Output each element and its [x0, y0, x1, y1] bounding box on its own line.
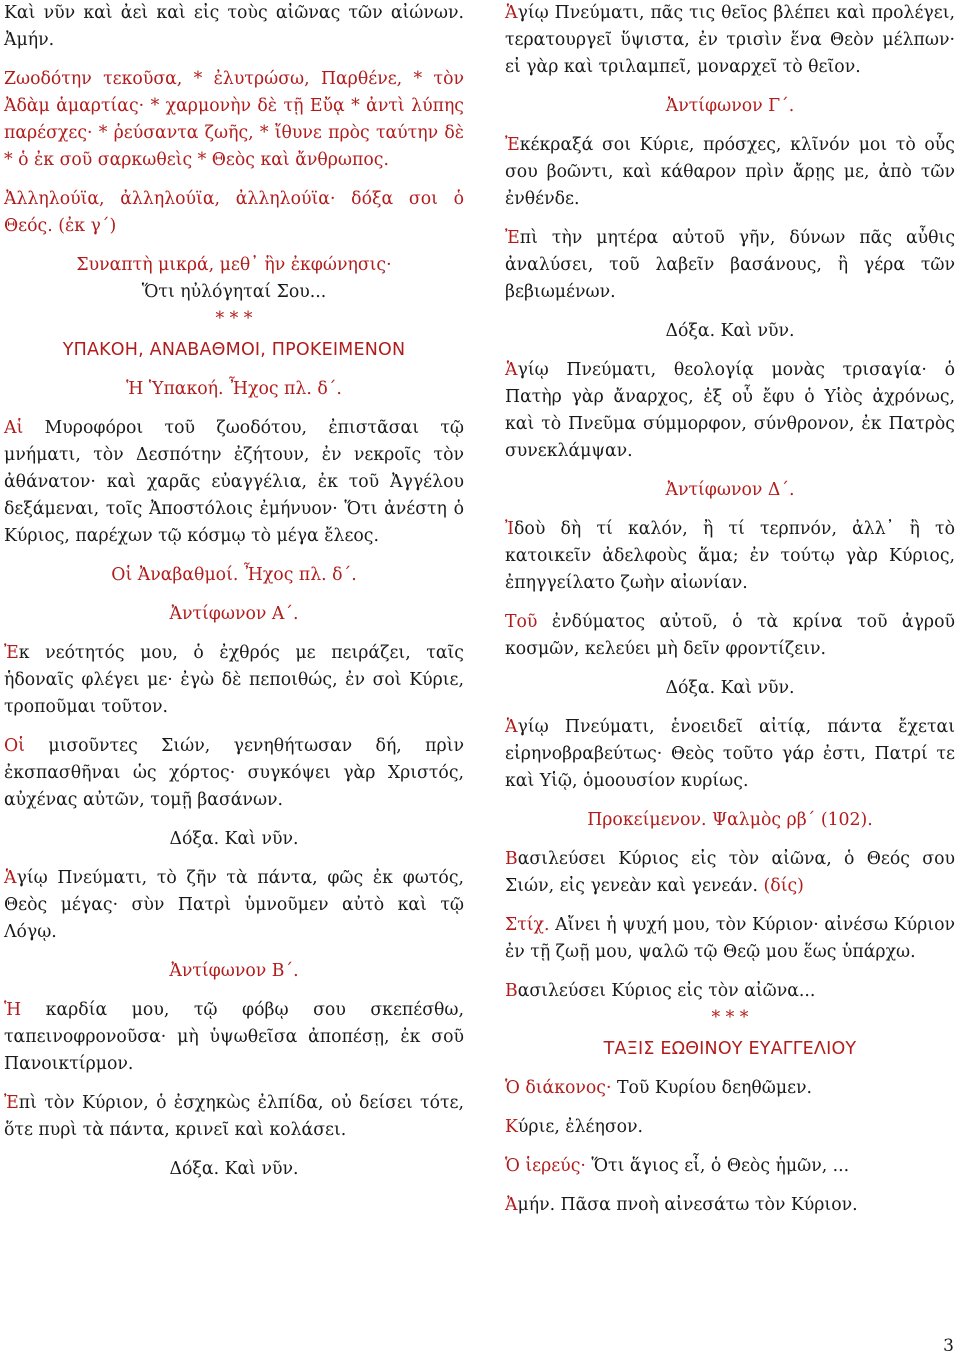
paragraph-antifonon-b-3: Ἁγίῳ Πνεύματι, πᾶς τις θεῖος βλέπει καὶ προλέγει, τερατουργεῖ ὕψιστα, ἐν τρισὶν ἕνα Θεὸν μέλπων· εἰ γὰρ καὶ τριλαμπεῖ, μοναρχεῖ τὸ θεῖον. [505, 3, 955, 77]
rubric-synapti: Συναπτὴ μικρά, μεθ᾽ ἣν ἐκφώνησις· [76, 255, 392, 275]
rubric-note: (δίς) [763, 876, 804, 896]
paragraph-antifonon-a-1: Ἐκ νεότητός μου, ὁ ἐχθρός με πειράζει, ταῖς ἡδοναῖς φλέγει με· ἐγὼ δὲ πεποιθώς, ἐν σοὶ Κύριε, τροποῦμαι τοῦτον. [4, 643, 464, 717]
paragraph-antifonon-a-2: Οἱ μισοῦντες Σιών, γενηθήτωσαν δή, πρὶν ἐκσπασθῆναι ὡς χόρτος· συγκόψει γὰρ Χριστός, αὐχένας αὐτῶν, τομῇ βασάνων. [4, 736, 464, 810]
paragraph-antifonon-d-3: Ἁγίῳ Πνεύματι, ἑνοειδεῖ αἰτίᾳ, πάντα ἔχεται εἰρηνοβραβεύτως· Θεὸς τοῦτο γάρ ἐστι, Πατρί τε καὶ Υἱῷ, ὁμοουσίον κυρίως. [505, 717, 955, 791]
right-column [505, 0, 955, 1231]
rubric-antifonon-a: Ἀντίφωνον Α´. [169, 604, 299, 624]
rubric-note: (ἐκ γ´) [58, 216, 117, 236]
rubric-antifonon-b: Ἀντίφωνον Β´. [169, 961, 299, 981]
rubric-anavathmoi: Οἱ Ἀναβαθμοί. Ἦχος πλ. δ´. [111, 565, 357, 585]
rubric-antifonon-g: Ἀντίφωνον Γ´. [665, 96, 795, 116]
paragraph-antifonon-g-1: Ἐκέκραξά σοι Κύριε, πρόσχες, κλῖνόν μοι τὸ οὖς σου βοῶντι, καὶ κάθαρον πρὶν ἄρῃς με, ἀπὸ τῶν ἐνθένδε. [505, 135, 955, 209]
paragraph-theotokion: Ζωοδότην τεκοῦσα, * ἐλυτρώσω, Παρθένε, * τὸν Ἀδὰμ ἁμαρτίας· * χαρμονὴν δὲ τῇ Εὔᾳ * ἀντὶ λύπης παρέσχες· * ῥεύσαντα ζωῆς, * ἴθυνε πρὸς ταύτην δὲ * ὁ ἐκ σοῦ σαρκωθεὶς * Θεὸς καὶ ἄνθρωπος. [4, 69, 464, 170]
paragraph-prokeimenon: Βασιλεύσει Κύριος εἰς τὸν αἰῶνα, ὁ Θεός σου Σιών, εἰς γενεὰν καὶ γενεάν. (δίς) [505, 849, 955, 896]
paragraph-doxology-end: Καὶ νῦν καὶ ἀεὶ καὶ εἰς τοὺς αἰῶνας τῶν αἰώνων. Ἀμήν. [4, 3, 464, 50]
paragraph-antifonon-g-3: Ἁγίῳ Πνεύματι, θεολογίᾳ μονὰς τρισαγία· ὁ Πατὴρ γὰρ ἄναρχος, ἐξ οὗ ἔφυ ὁ Υἱὸς ἀχρόνως, καὶ τὸ Πνεῦμα σύμμορφον, σύνθρονον, ἐκ Πατρὸς συνεκλάμψαν. [505, 360, 955, 461]
ekfonisis-text: Ὅτι ηὐλόγηταί Σου... [141, 282, 327, 302]
paragraph-diakonos: Ὁ διάκονος· Τοῦ Κυρίου δεηθῶμεν. [505, 1078, 813, 1098]
paragraph-prokeimenon-repeat: Βασιλεύσει Κύριος εἰς τὸν αἰῶνα... [505, 981, 816, 1001]
page-number: 3 [943, 1336, 954, 1356]
rubric-ypakoi: Ἡ Ὑπακοή. Ἦχος πλ. δ´. [126, 379, 342, 399]
paragraph-antifonon-g-2: Ἐπὶ τὴν μητέρα αὐτοῦ γῆν, δύνων πᾶς αὖθις ἀναλύσει, τοῦ λαβεῖν βασάνους, ἢ γέρα τῶν βεβιωμένων. [505, 228, 955, 302]
paragraph-ypakoi: Αἱ Μυροφόροι τοῦ ζωοδότου, ἐπιστᾶσαι τῷ μνήματι, τὸν Δεσπότην ἐζήτουν, ἐν νεκροῖς τὸν ἀθάνατον· καὶ χαρᾶς εὐαγγέλια, ἐκ τοῦ Ἀγγέλου δεξάμεναι, τοῖς Ἀποστόλοις ἐμήνυον· Ὅτι ἀνέστη ὁ Κύριος, παρέχων τῷ κόσμῳ τὸ μέγα ἔλεος. [4, 418, 464, 546]
rubric-prokeimenon: Προκείμενον. Ψαλμὸς ρβ´ (102). [587, 810, 873, 830]
paragraph-alleluia: Ἀλληλούϊα, ἀλληλούϊα, ἀλληλούϊα· δόξα σοι ὁ Θεός. (ἐκ γ´) [4, 189, 464, 236]
paragraph-antifonon-a-3: Ἁγίῳ Πνεύματι, τὸ ζῆν τὰ πάντα, φῶς ἐκ φωτός, Θεὸς μέγας· σὺν Πατρὶ ὑμνοῦμεν αὐτὸ καὶ τῷ Λόγῳ. [4, 868, 464, 942]
doxa-kai-nyn: Δόξα. Καὶ νῦν. [169, 829, 299, 849]
doxa-kai-nyn: Δόξα. Καὶ νῦν. [665, 678, 795, 698]
doxa-kai-nyn: Δόξα. Καὶ νῦν. [665, 321, 795, 341]
paragraph-antifonon-b-1: Ἡ καρδία μου, τῷ φόβῳ σου σκεπέσθω, ταπεινοφρονοῦσα· μὴ ὑψωθεῖσα ἀποπέσῃ, ἐκ σοῦ Πανοικτίρμον. [4, 1000, 464, 1074]
section-divider-stars: * * * [711, 1008, 749, 1028]
section-heading: ΤΑΞΙΣ ΕΩΘΙΝΟΥ ΕΥΑΓΓΕΛΙΟΥ [603, 1039, 857, 1059]
left-column [4, 0, 464, 1195]
doxa-kai-nyn: Δόξα. Καὶ νῦν. [169, 1159, 299, 1179]
paragraph-antifonon-d-1: Ἰδοὺ δὴ τί καλόν, ἢ τί τερπνόν, ἀλλ᾽ ἢ τὸ κατοικεῖν ἀδελφοὺς ἅμα; ἐν τούτῳ γὰρ Κύριος, ἐπηγγείλατο ζωὴν αἰωνίαν. [505, 519, 955, 593]
paragraph-amin: Ἀμήν. Πᾶσα πνοὴ αἰνεσάτω τὸν Κύριον. [505, 1195, 858, 1215]
section-divider-stars: * * * [215, 309, 253, 329]
paragraph-antifonon-d-2: Τοῦ ἐνδύματος αὐτοῦ, ὁ τὰ κρίνα τοῦ ἀγροῦ κοσμῶν, κελεύει μὴ δεῖν φροντίζειν. [505, 612, 955, 659]
paragraph-iereus: Ὁ ἱερεύς· Ὅτι ἅγιος εἶ, ὁ Θεὸς ἡμῶν, ... [505, 1156, 850, 1176]
rubric-antifonon-d: Ἀντίφωνον Δ´. [665, 480, 795, 500]
paragraph-stichos: Στίχ. Αἴνει ἡ ψυχή μου, τὸν Κύριον· αἰνέσω Κύριον ἐν τῇ ζωῇ μου, ψαλῶ τῷ Θεῷ μου ἕως ὑπάρχω. [505, 915, 955, 962]
section-heading: ΥΠΑΚΟΗ, ΑΝΑΒΑΘΜΟΙ, ΠΡΟΚΕΙΜΕΝΟΝ [62, 340, 406, 360]
paragraph-antifonon-b-2: Ἐπὶ τὸν Κύριον, ὁ ἐσχηκὼς ἐλπίδα, οὐ δείσει τότε, ὅτε πυρὶ τὰ πάντα, κρινεῖ καὶ κολάσει. [4, 1093, 464, 1140]
paragraph-kyrie: Κύριε, ἐλέησον. [505, 1117, 644, 1137]
